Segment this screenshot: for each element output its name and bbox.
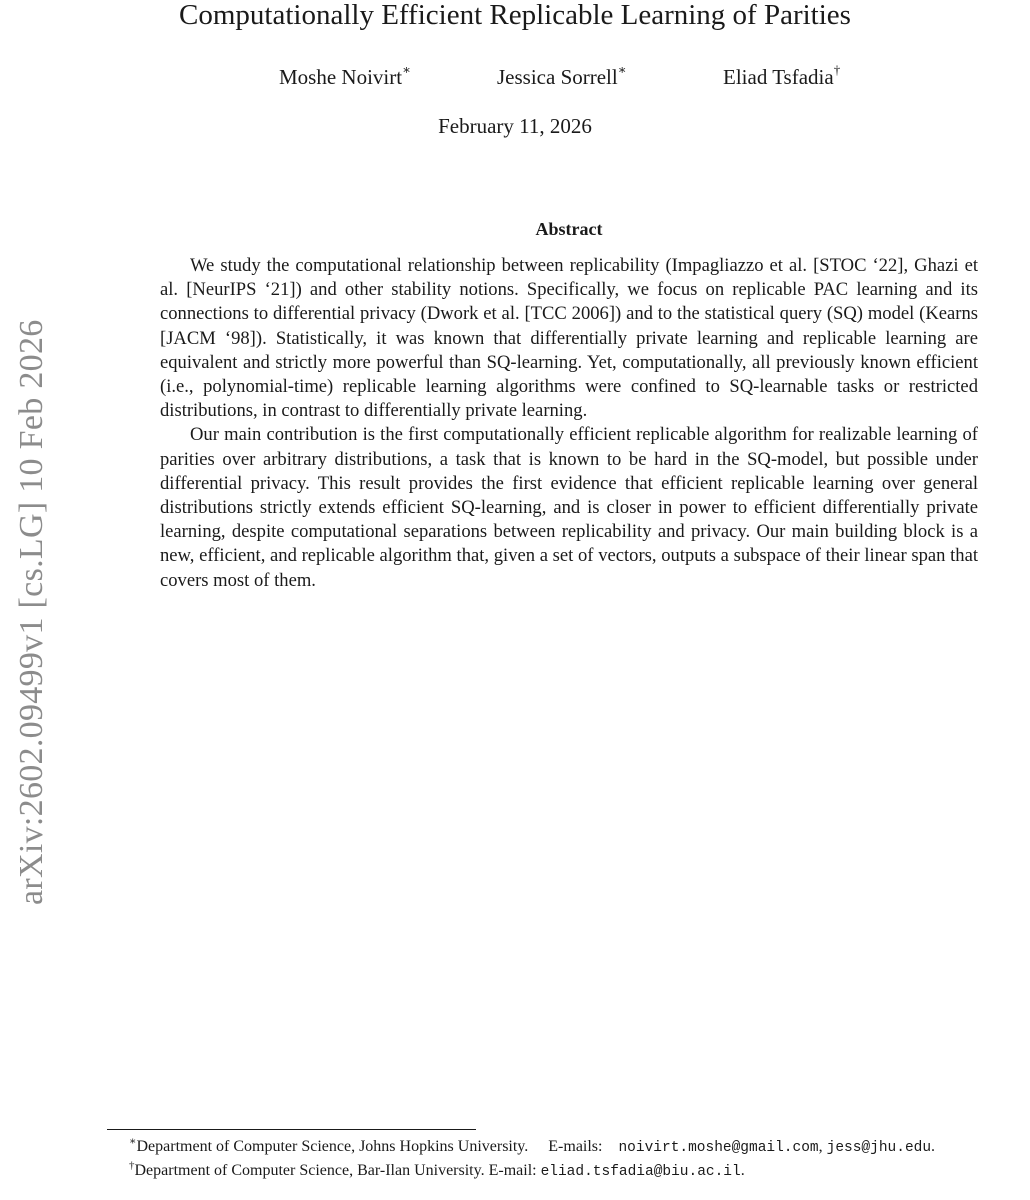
affiliation-mark: † <box>833 62 841 77</box>
abstract-heading: Abstract <box>535 219 603 239</box>
footnote-2: †Department of Computer Science, Bar-Ilan University. E-mail: eliad.tsfadia@biu.ac.il. <box>129 1159 745 1180</box>
footnote-1: ∗Department of Computer Science, Johns Hopkins University. E-mails: noivirt.moshe@gmail.com, jess@jhu.edu. <box>129 1135 936 1156</box>
affiliation-mark: ∗ <box>402 62 411 77</box>
author-name: Eliad Tsfadia <box>723 65 834 89</box>
footnote-rule <box>107 1129 476 1130</box>
email-link[interactable]: noivirt.moshe@gmail.com <box>618 1140 819 1156</box>
affiliation-mark: ∗ <box>617 62 627 77</box>
author-3 <box>723 62 840 92</box>
author-list <box>0 62 1030 92</box>
email-link[interactable]: eliad.tsfadia@biu.ac.il <box>540 1163 741 1180</box>
footnote-affiliation: Department of Computer Science, Bar-Ilan University. <box>134 1161 485 1179</box>
publication-date: February 11, 2026 <box>438 114 592 138</box>
footnote-email-label: E-mails: <box>548 1138 603 1155</box>
abstract-body <box>160 254 978 593</box>
email-link[interactable]: jess@jhu.edu <box>826 1140 932 1156</box>
arxiv-identifier-stamp: arXiv:2602.09499v1 [cs.LG] 10 Feb 2026 <box>13 319 50 905</box>
author-1 <box>279 62 411 92</box>
author-name: Moshe Noivirt <box>279 65 403 89</box>
abstract-paragraph-1: We study the computational relationship between replicability (Impagliazzo et al. [STOC ‘22], Ghazi et al. [NeurIPS ‘21]) and other stability notions. Specifically, we focus on replicable PAC learning and its connections to differential privacy (Dwork et al. [TCC 2006]) and to the statistical query (SQ) model (Kearns [JACM ‘98]). Statistically, it was known that differentially private learning and replicable learning are equivalent and strictly more powerful than SQ-learning. Yet, computationally, all previously known efficient (i.e., polynomial-time) replicable learning algorithms were confined to SQ-learnable tasks or restricted distributions, in contrast to differentially private learning. <box>160 255 978 422</box>
author-name: Jessica Sorrell <box>497 65 618 89</box>
paper-title: Computationally Efficient Replicable Learning of Parities <box>179 0 851 31</box>
author-2 <box>497 62 627 92</box>
footnote-mark: ∗ <box>129 1135 137 1148</box>
abstract-paragraph-2: Our main contribution is the first computationally efficient replicable algorithm for realizable learning of parities over arbitrary distributions, a task that is known to be hard in the SQ-model, but possible under differential privacy. This result provides the first evidence that efficient replicable learning over general distributions strictly extends efficient SQ-learning, and is closer in power to efficient differentially private learning, despite computational separations between replicability and privacy. Our main building block is a new, efficient, and replicable algorithm that, given a set of vectors, outputs a subspace of their linear span that covers most of them. <box>160 424 978 591</box>
footnote-affiliation: Department of Computer Science, Johns Hopkins University. <box>136 1138 529 1155</box>
footnote-email-label: E-mail: <box>488 1161 537 1179</box>
footnote-mark: † <box>129 1159 135 1172</box>
footnotes <box>107 1136 1027 1183</box>
